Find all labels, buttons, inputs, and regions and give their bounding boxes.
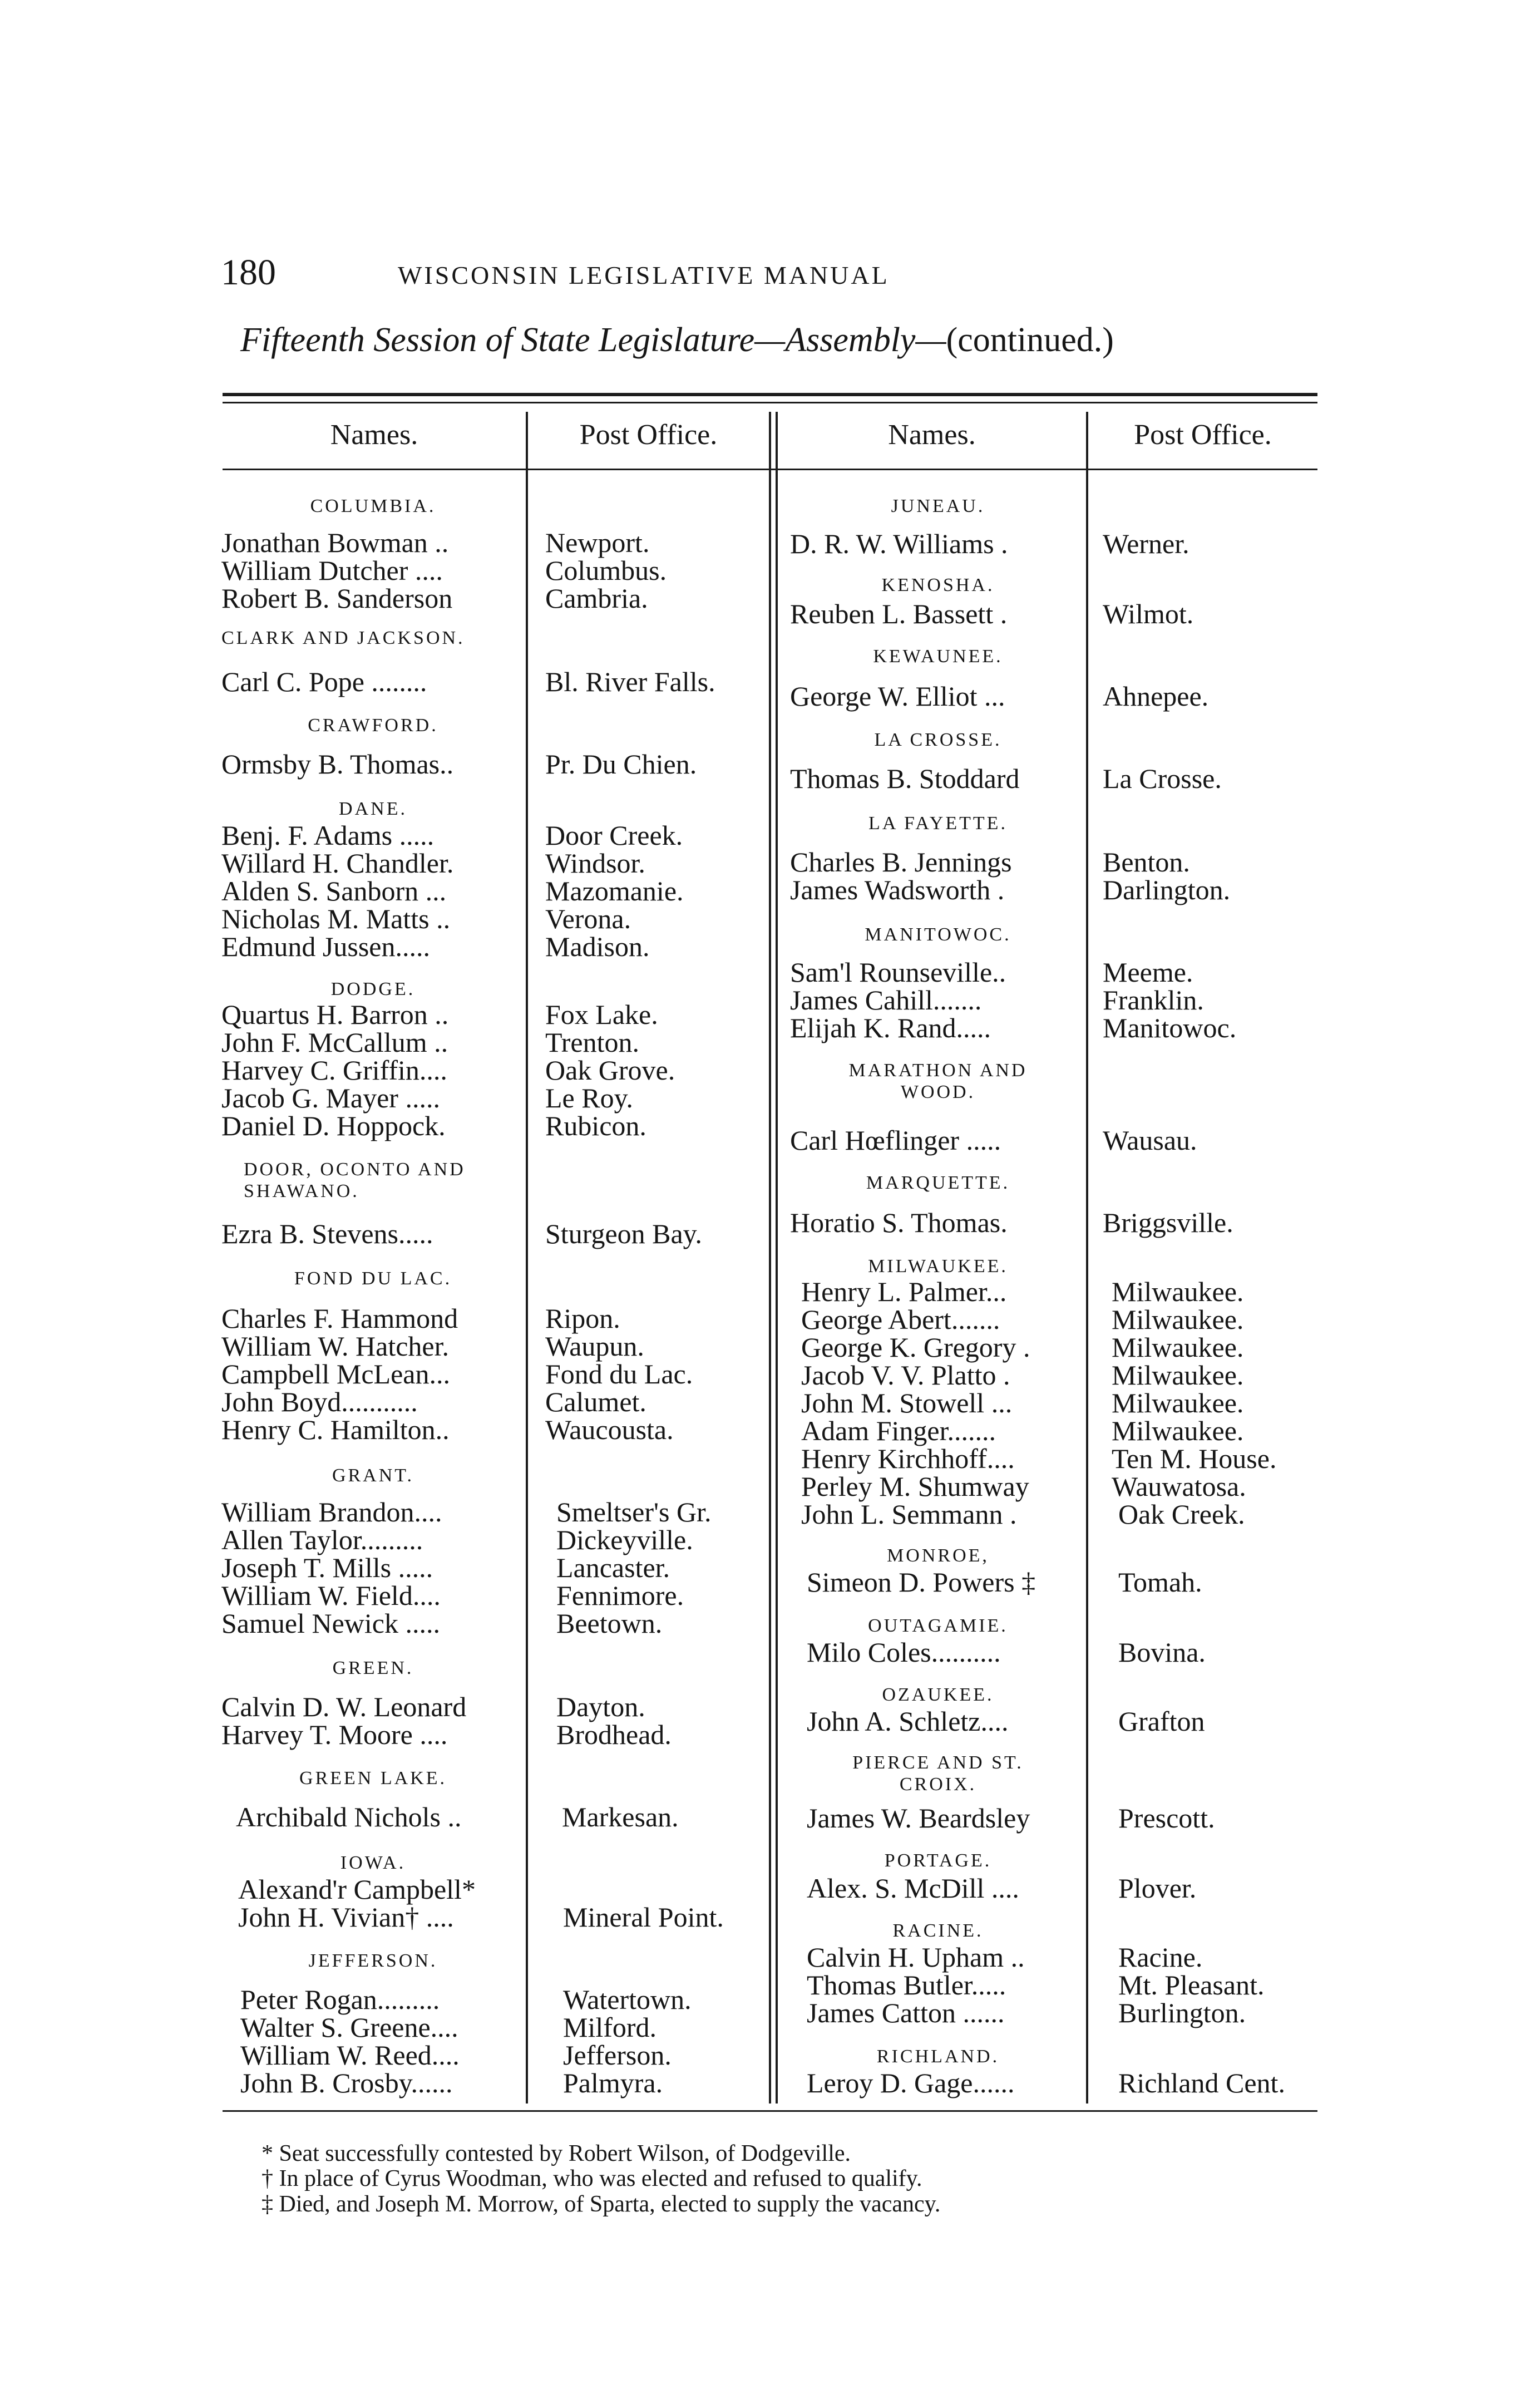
member-name: William Brandon.... xyxy=(221,1496,442,1528)
post-office: Door Creek. xyxy=(545,820,683,851)
post-office: Columbus. xyxy=(545,555,667,586)
member-name: Reuben L. Bassett . xyxy=(790,598,1008,629)
county-heading: RICHLAND. xyxy=(876,2046,1000,2067)
county-heading: JEFFERSON. xyxy=(308,1950,438,1971)
page-number: 180 xyxy=(221,252,276,293)
subtitle-continued: (continued.) xyxy=(946,321,1114,359)
member-name: John M. Stowell ... xyxy=(801,1387,1013,1418)
header-names-left: Names. xyxy=(330,419,418,451)
county-heading: KENOSHA. xyxy=(881,575,995,595)
member-name: William W. Field.... xyxy=(221,1580,441,1611)
county-heading: LA FAYETTE. xyxy=(868,813,1008,834)
post-office: Windsor. xyxy=(545,848,645,879)
post-office: Rubicon. xyxy=(545,1110,646,1141)
county-heading: MONROE, xyxy=(887,1545,989,1566)
post-office: Wilmot. xyxy=(1103,598,1194,629)
post-office: Madison. xyxy=(545,931,650,962)
member-name: Thomas Butler..... xyxy=(807,1969,1006,2001)
member-name: Samuel Newick ..... xyxy=(221,1608,440,1639)
post-office: Fennimore. xyxy=(556,1580,684,1611)
footnote: * Seat successfully contested by Robert Wilson, of Dodgeville. xyxy=(261,2141,851,2166)
post-office: Watertown. xyxy=(563,1984,692,2015)
member-name: Henry C. Hamilton.. xyxy=(221,1414,450,1445)
member-name: Nicholas M. Matts .. xyxy=(221,903,451,934)
member-name: Archibald Nichols .. xyxy=(236,1801,462,1832)
post-office: Ahnepee. xyxy=(1103,681,1209,712)
post-office: Smeltser's Gr. xyxy=(556,1496,712,1528)
header-post-office-left: Post Office. xyxy=(579,419,718,451)
post-office: Benton. xyxy=(1103,846,1190,878)
county-heading: CRAWFORD. xyxy=(308,715,438,736)
member-name: John F. McCallum .. xyxy=(221,1027,448,1058)
member-name: Benj. F. Adams ..... xyxy=(221,820,435,851)
post-office: Oak Creek. xyxy=(1118,1499,1245,1530)
post-office: La Crosse. xyxy=(1103,763,1222,794)
member-name: Simeon D. Powers ‡ xyxy=(807,1566,1036,1598)
post-office: Dayton. xyxy=(556,1691,645,1722)
member-name: William Dutcher .... xyxy=(221,555,443,586)
member-name: Calvin H. Upham .. xyxy=(807,1942,1025,1973)
member-name: Perley M. Shumway xyxy=(801,1471,1029,1502)
post-office: Newport. xyxy=(545,527,650,558)
post-office: Burlington. xyxy=(1118,1997,1246,2028)
post-office: Mineral Point. xyxy=(563,1901,724,1933)
post-office: Verona. xyxy=(545,903,631,934)
table-top-rule xyxy=(223,393,1317,396)
member-name: Joseph T. Mills ..... xyxy=(221,1552,433,1583)
county-heading: JUNEAU. xyxy=(891,496,985,516)
post-office: Markesan. xyxy=(562,1801,679,1832)
member-name: George K. Gregory . xyxy=(801,1332,1030,1363)
county-heading: MARQUETTE. xyxy=(866,1173,1010,1193)
member-name: George W. Elliot ... xyxy=(790,681,1005,712)
county-heading: RACINE. xyxy=(892,1920,984,1941)
member-name: James Wadsworth . xyxy=(790,874,1005,905)
member-name: Jacob V. V. Platto . xyxy=(801,1359,1010,1391)
post-office: Oak Grove. xyxy=(545,1055,675,1086)
post-office: Waucousta. xyxy=(545,1414,674,1445)
post-office: Tomah. xyxy=(1118,1566,1202,1598)
county-heading: COLUMBIA. xyxy=(310,496,436,516)
member-name: Harvey T. Moore .... xyxy=(221,1719,448,1750)
member-name: Elijah K. Rand..... xyxy=(790,1012,991,1043)
member-name: James Cahill....... xyxy=(790,984,982,1016)
county-heading: OZAUKEE. xyxy=(882,1684,994,1705)
member-name: John A. Schletz.... xyxy=(807,1706,1009,1737)
member-name: Quartus H. Barron .. xyxy=(221,999,449,1030)
post-office: Pr. Du Chien. xyxy=(545,748,697,780)
post-office: Trenton. xyxy=(545,1027,640,1058)
member-name: Charles F. Hammond xyxy=(221,1303,458,1334)
post-office: Bl. River Falls. xyxy=(545,666,715,697)
member-name: Sam'l Rounseville.. xyxy=(790,957,1006,988)
post-office: Calumet. xyxy=(545,1386,646,1417)
member-name: George Abert....... xyxy=(801,1304,1000,1335)
member-name: Alexand'r Campbell* xyxy=(238,1874,476,1905)
post-office: Brodhead. xyxy=(556,1719,672,1750)
post-office: Wausau. xyxy=(1103,1125,1197,1156)
divider-middle-2 xyxy=(776,412,778,2104)
post-office: Fond du Lac. xyxy=(545,1358,693,1390)
county-heading: MILWAUKEE. xyxy=(868,1256,1008,1277)
member-name: Robert B. Sanderson xyxy=(221,583,453,614)
county-heading: IOWA. xyxy=(340,1853,406,1873)
member-name: John B. Crosby...... xyxy=(240,2067,453,2098)
footnote: † In place of Cyrus Woodman, who was elected and refused to qualify. xyxy=(261,2166,922,2192)
post-office: Ripon. xyxy=(545,1303,620,1334)
post-office: Plover. xyxy=(1118,1873,1197,1904)
post-office: Milwaukee. xyxy=(1112,1304,1244,1335)
member-name: Campbell McLean... xyxy=(221,1358,450,1390)
post-office: Milwaukee. xyxy=(1112,1359,1244,1391)
post-office: Manitowoc. xyxy=(1103,1012,1237,1043)
member-name: Adam Finger....... xyxy=(801,1415,996,1446)
member-name: Horatio S. Thomas. xyxy=(790,1207,1008,1238)
table-top-rule-thin xyxy=(223,402,1317,403)
footnotes xyxy=(261,2141,940,2217)
footnote: ‡ Died, and Joseph M. Morrow, of Sparta, elected to supply the vacancy. xyxy=(261,2191,941,2217)
county-heading: KEWAUNEE. xyxy=(873,646,1003,667)
divider-middle xyxy=(769,412,771,2104)
post-office: Prescott. xyxy=(1118,1802,1215,1834)
post-office: Mazomanie. xyxy=(545,875,684,907)
member-name: Ormsby B. Thomas.. xyxy=(221,748,454,780)
member-name: Allen Taylor......... xyxy=(221,1524,423,1555)
county-heading: DOOR, OCONTO AND SHAWANO. xyxy=(244,1159,466,1202)
left-table xyxy=(221,490,767,2104)
county-heading: OUTAGAMIE. xyxy=(868,1615,1008,1636)
county-heading: DODGE. xyxy=(330,979,416,999)
post-office: Jefferson. xyxy=(563,2040,672,2071)
post-office: Darlington. xyxy=(1103,874,1231,905)
county-heading: GRANT. xyxy=(332,1465,414,1486)
county-heading: MANITOWOC. xyxy=(865,924,1011,945)
post-office: Grafton xyxy=(1118,1706,1205,1737)
county-heading: DANE. xyxy=(339,799,407,819)
post-office: Briggsville. xyxy=(1103,1207,1233,1238)
member-name: Peter Rogan......... xyxy=(240,1984,440,2015)
post-office: Milwaukee. xyxy=(1112,1332,1244,1363)
member-name: Milo Coles.......... xyxy=(807,1637,1001,1668)
member-name: James W. Beardsley xyxy=(807,1802,1030,1834)
member-name: Thomas B. Stoddard xyxy=(790,763,1020,794)
post-office: Meeme. xyxy=(1103,957,1193,988)
member-name: William W. Hatcher. xyxy=(221,1331,450,1362)
post-office: Franklin. xyxy=(1103,984,1204,1016)
member-name: Walter S. Greene.... xyxy=(240,2012,458,2043)
member-name: Carl C. Pope ........ xyxy=(221,666,427,697)
member-name: Willard H. Chandler. xyxy=(221,848,454,879)
subtitle-italic: Fifteenth Session of State Legislature—Assembly— xyxy=(240,321,946,359)
county-heading: LA CROSSE. xyxy=(874,730,1002,750)
county-heading: PIERCE AND ST. CROIX. xyxy=(852,1752,1024,1795)
county-heading: PORTAGE. xyxy=(884,1850,992,1871)
member-name: John H. Vivian† .... xyxy=(238,1901,454,1933)
member-name: Alden S. Sanborn ... xyxy=(221,875,447,907)
member-name: William W. Reed.... xyxy=(240,2040,460,2071)
header-names-right: Names. xyxy=(888,419,976,451)
county-heading: MARATHON AND WOOD. xyxy=(848,1060,1028,1103)
member-name: Jacob G. Mayer ..... xyxy=(221,1082,440,1114)
member-name: Ezra B. Stevens..... xyxy=(221,1218,433,1249)
header-post-office-right: Post Office. xyxy=(1134,419,1272,451)
county-heading: FOND DU LAC. xyxy=(294,1268,452,1289)
member-name: Jonathan Bowman .. xyxy=(221,527,449,558)
county-heading: GREEN. xyxy=(332,1658,414,1678)
member-name: Calvin D. W. Leonard xyxy=(221,1691,467,1722)
post-office: Cambria. xyxy=(545,583,648,614)
post-office: Lancaster. xyxy=(556,1552,670,1583)
member-name: Daniel D. Hoppock. xyxy=(221,1110,446,1141)
member-name: Harvey C. Griffin.... xyxy=(221,1055,447,1086)
table-bottom-rule xyxy=(223,2110,1317,2112)
post-office: Sturgeon Bay. xyxy=(545,1218,702,1249)
post-office: Waupun. xyxy=(545,1331,644,1362)
county-heading: GREEN LAKE. xyxy=(299,1768,447,1789)
post-office: Palmyra. xyxy=(563,2067,663,2098)
page-header xyxy=(221,245,1094,312)
member-name: Edmund Jussen..... xyxy=(221,931,430,962)
member-name: Alex. S. McDill .... xyxy=(807,1873,1019,1904)
member-name: John Boyd........... xyxy=(221,1386,418,1417)
right-table xyxy=(790,490,1324,2104)
member-name: James Catton ...... xyxy=(807,1997,1005,2028)
page-subtitle xyxy=(240,321,1114,360)
post-office: Racine. xyxy=(1118,1942,1203,1973)
county-heading: CLARK AND JACKSON. xyxy=(221,628,465,648)
member-name: Leroy D. Gage...... xyxy=(807,2067,1015,2098)
member-name: Henry L. Palmer... xyxy=(801,1276,1007,1307)
post-office: Milwaukee. xyxy=(1112,1415,1244,1446)
member-name: John L. Semmann . xyxy=(801,1499,1017,1530)
post-office: Wauwatosa. xyxy=(1112,1471,1246,1502)
post-office: Mt. Pleasant. xyxy=(1118,1969,1265,2001)
post-office: Werner. xyxy=(1103,528,1189,559)
post-office: Ten M. House. xyxy=(1112,1443,1277,1474)
member-name: Charles B. Jennings xyxy=(790,846,1012,878)
post-office: Richland Cent. xyxy=(1118,2067,1285,2098)
post-office: Bovina. xyxy=(1118,1637,1206,1668)
post-office: Milwaukee. xyxy=(1112,1276,1244,1307)
post-office: Milford. xyxy=(563,2012,657,2043)
running-title: WISCONSIN LEGISLATIVE MANUAL xyxy=(398,261,890,289)
member-name: D. R. W. Williams . xyxy=(790,528,1008,559)
member-name: Henry Kirchhoff.... xyxy=(801,1443,1015,1474)
post-office: Le Roy. xyxy=(545,1082,633,1114)
post-office: Beetown. xyxy=(556,1608,663,1639)
post-office: Milwaukee. xyxy=(1112,1387,1244,1418)
post-office: Fox Lake. xyxy=(545,999,658,1030)
post-office: Dickeyville. xyxy=(556,1524,693,1555)
member-name: Carl Hœflinger ..... xyxy=(790,1125,1001,1156)
